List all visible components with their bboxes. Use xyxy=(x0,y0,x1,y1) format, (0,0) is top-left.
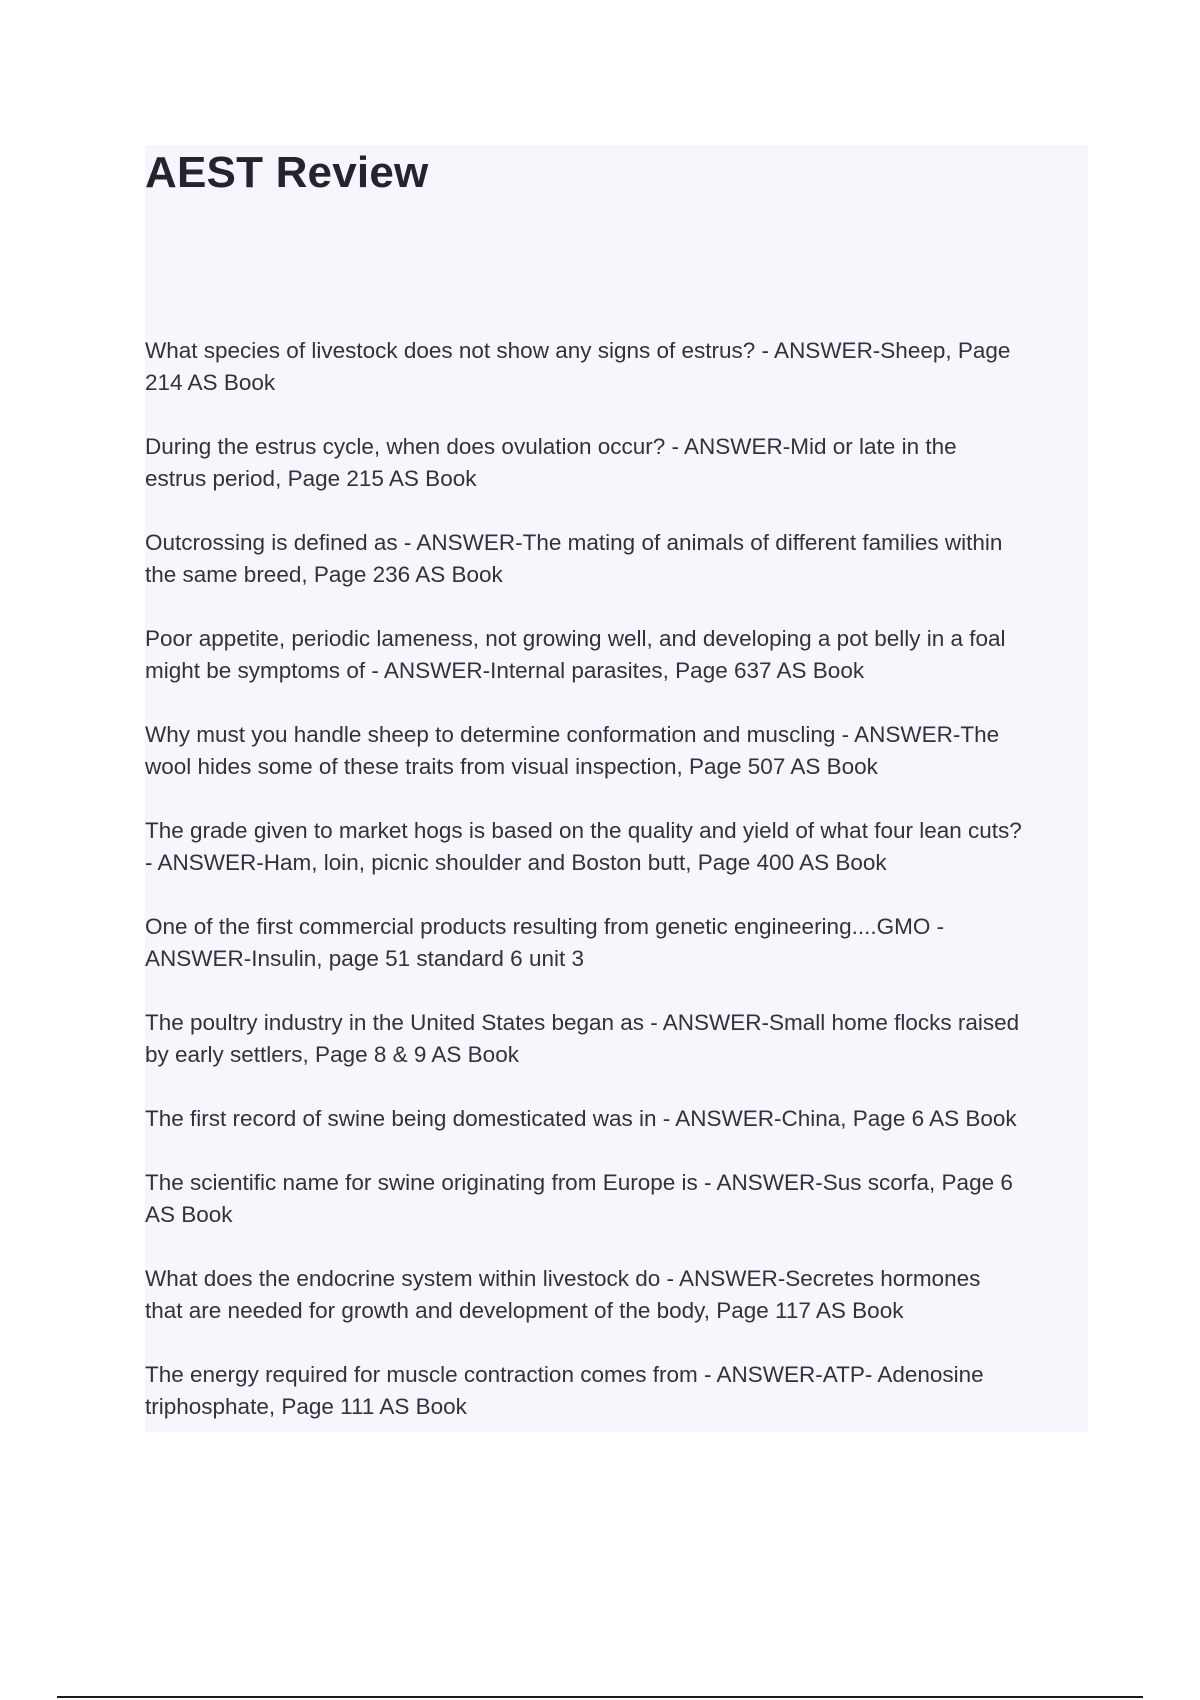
document-content xyxy=(145,145,1088,1432)
qa-item: The energy required for muscle contraction comes from - ANSWER-ATP- Adenosine triphosphate, Page 111 AS Book xyxy=(145,1362,984,1419)
qa-item: The grade given to market hogs is based on the quality and yield of what four lean cuts? - ANSWER-Ham, loin, picnic shoulder and Boston butt, Page 400 AS Book xyxy=(145,818,1022,875)
qa-item: The scientific name for swine originating from Europe is - ANSWER-Sus scorfa, Page 6 AS Book xyxy=(145,1170,1013,1227)
qa-item: What does the endocrine system within livestock do - ANSWER-Secretes hormones that are needed for growth and development of the body, Page 117 AS Book xyxy=(145,1266,981,1323)
qa-item: Outcrossing is defined as - ANSWER-The mating of animals of different families within the same breed, Page 236 AS Book xyxy=(145,530,1003,587)
qa-item: One of the first commercial products resulting from genetic engineering....GMO - ANSWER-Insulin, page 51 standard 6 unit 3 xyxy=(145,914,945,971)
qa-item: The first record of swine being domesticated was in - ANSWER-China, Page 6 AS Book xyxy=(145,1106,1017,1131)
qa-item: Poor appetite, periodic lameness, not growing well, and developing a pot belly in a foal might be symptoms of - ANSWER-Internal parasites, Page 637 AS Book xyxy=(145,626,1006,683)
qa-item: The poultry industry in the United States began as - ANSWER-Small home flocks raised by early settlers, Page 8 & 9 AS Book xyxy=(145,1010,1020,1067)
qa-item: During the estrus cycle, when does ovulation occur? - ANSWER-Mid or late in the estrus period, Page 215 AS Book xyxy=(145,434,957,491)
qa-item: What species of livestock does not show any signs of estrus? - ANSWER-Sheep, Page 214 AS Book xyxy=(145,338,1011,395)
document-title: AEST Review xyxy=(145,148,429,197)
qa-item: Why must you handle sheep to determine conformation and muscling - ANSWER-The wool hides some of these traits from visual inspection, Page 507 AS Book xyxy=(145,722,1000,779)
qa-list xyxy=(145,335,1088,1455)
page-bottom-divider xyxy=(57,1696,1143,1698)
